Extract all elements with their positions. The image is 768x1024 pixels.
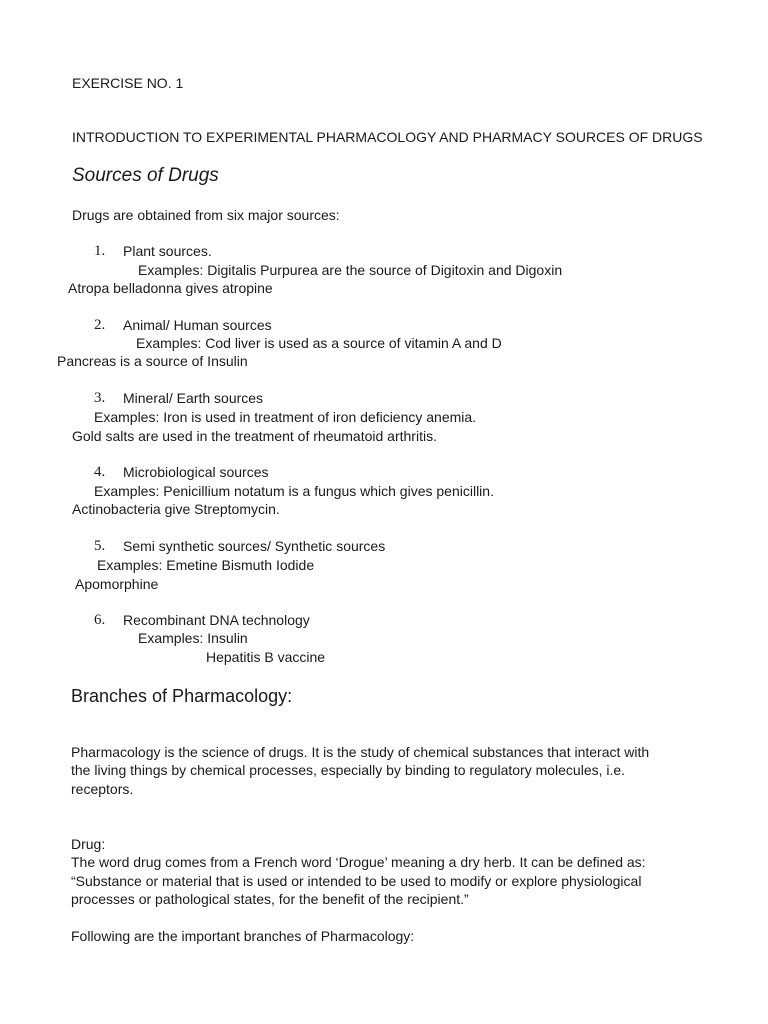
sources-intro: Drugs are obtained from six major sources: (72, 207, 340, 223)
branches-paragraph-line: receptors. (71, 781, 134, 797)
list-item-example: Examples: Iron is used in treatment of iron deficiency anemia. (94, 409, 477, 425)
branches-paragraph-line: the living things by chemical processes, especially by binding to regulatory molecules, i.e. (71, 762, 626, 778)
list-item-number: 3. (94, 390, 106, 406)
list-item-label: Mineral/ Earth sources (123, 390, 264, 406)
list-item-number: 1. (94, 243, 106, 259)
list-item-example: Examples: Cod liver is used as a source of vitamin A and D (136, 335, 502, 351)
drug-label: Drug: (71, 836, 106, 852)
branches-paragraph-line: Pharmacology is the science of drugs. It is the study of chemical substances that interact with (71, 744, 650, 760)
document-title: INTRODUCTION TO EXPERIMENTAL PHARMACOLOGY AND PHARMACY SOURCES OF DRUGS (72, 129, 703, 145)
list-item-example: Examples: Emetine Bismuth Iodide (97, 557, 315, 573)
list-item-example: Actinobacteria give Streptomycin. (72, 501, 280, 517)
exercise-number: EXERCISE NO. 1 (72, 75, 184, 91)
list-item-example: Pancreas is a source of Insulin (57, 353, 248, 369)
branches-heading (71, 685, 292, 707)
list-item-label: Microbiological sources (123, 464, 269, 480)
list-item-number: 2. (94, 317, 106, 333)
list-item-example: Examples: Penicillium notatum is a fungus which gives penicillin. (94, 483, 494, 499)
list-item-label: Recombinant DNA technology (123, 612, 310, 628)
list-item-number: 5. (94, 538, 106, 554)
list-item-example: Examples: Insulin (138, 630, 248, 646)
drug-paragraph-line: processes or pathological states, for the benefit of the recipient.” (71, 891, 469, 907)
list-item-label: Semi synthetic sources/ Synthetic sources (123, 538, 386, 554)
list-item-example: Gold salts are used in the treatment of rheumatoid arthritis. (72, 428, 437, 444)
list-item-example: Atropa belladonna gives atropine (68, 280, 273, 296)
list-item-label: Plant sources. (123, 243, 212, 259)
branches-heading-text: Branches of Pharmacology (71, 686, 288, 706)
branches-intro-line: Following are the important branches of Pharmacology: (71, 928, 415, 944)
list-item-example: Apomorphine (75, 576, 159, 592)
branches-heading-colon: : (287, 686, 293, 706)
list-item-example: Examples: Digitalis Purpurea are the source of Digitoxin and Digoxin (138, 262, 563, 278)
list-item-label: Animal/ Human sources (123, 317, 272, 333)
list-item-number: 4. (94, 464, 106, 480)
list-item-number: 6. (94, 612, 106, 628)
list-item-example: Hepatitis B vaccine (206, 649, 326, 665)
drug-paragraph-line: The word drug comes from a French word ‘Drogue’ meaning a dry herb. It can be defined as: (71, 854, 646, 870)
drug-paragraph-line: “Substance or material that is used or intended to be used to modify or explore physiological (71, 873, 642, 889)
sources-heading: Sources of Drugs (72, 165, 219, 186)
